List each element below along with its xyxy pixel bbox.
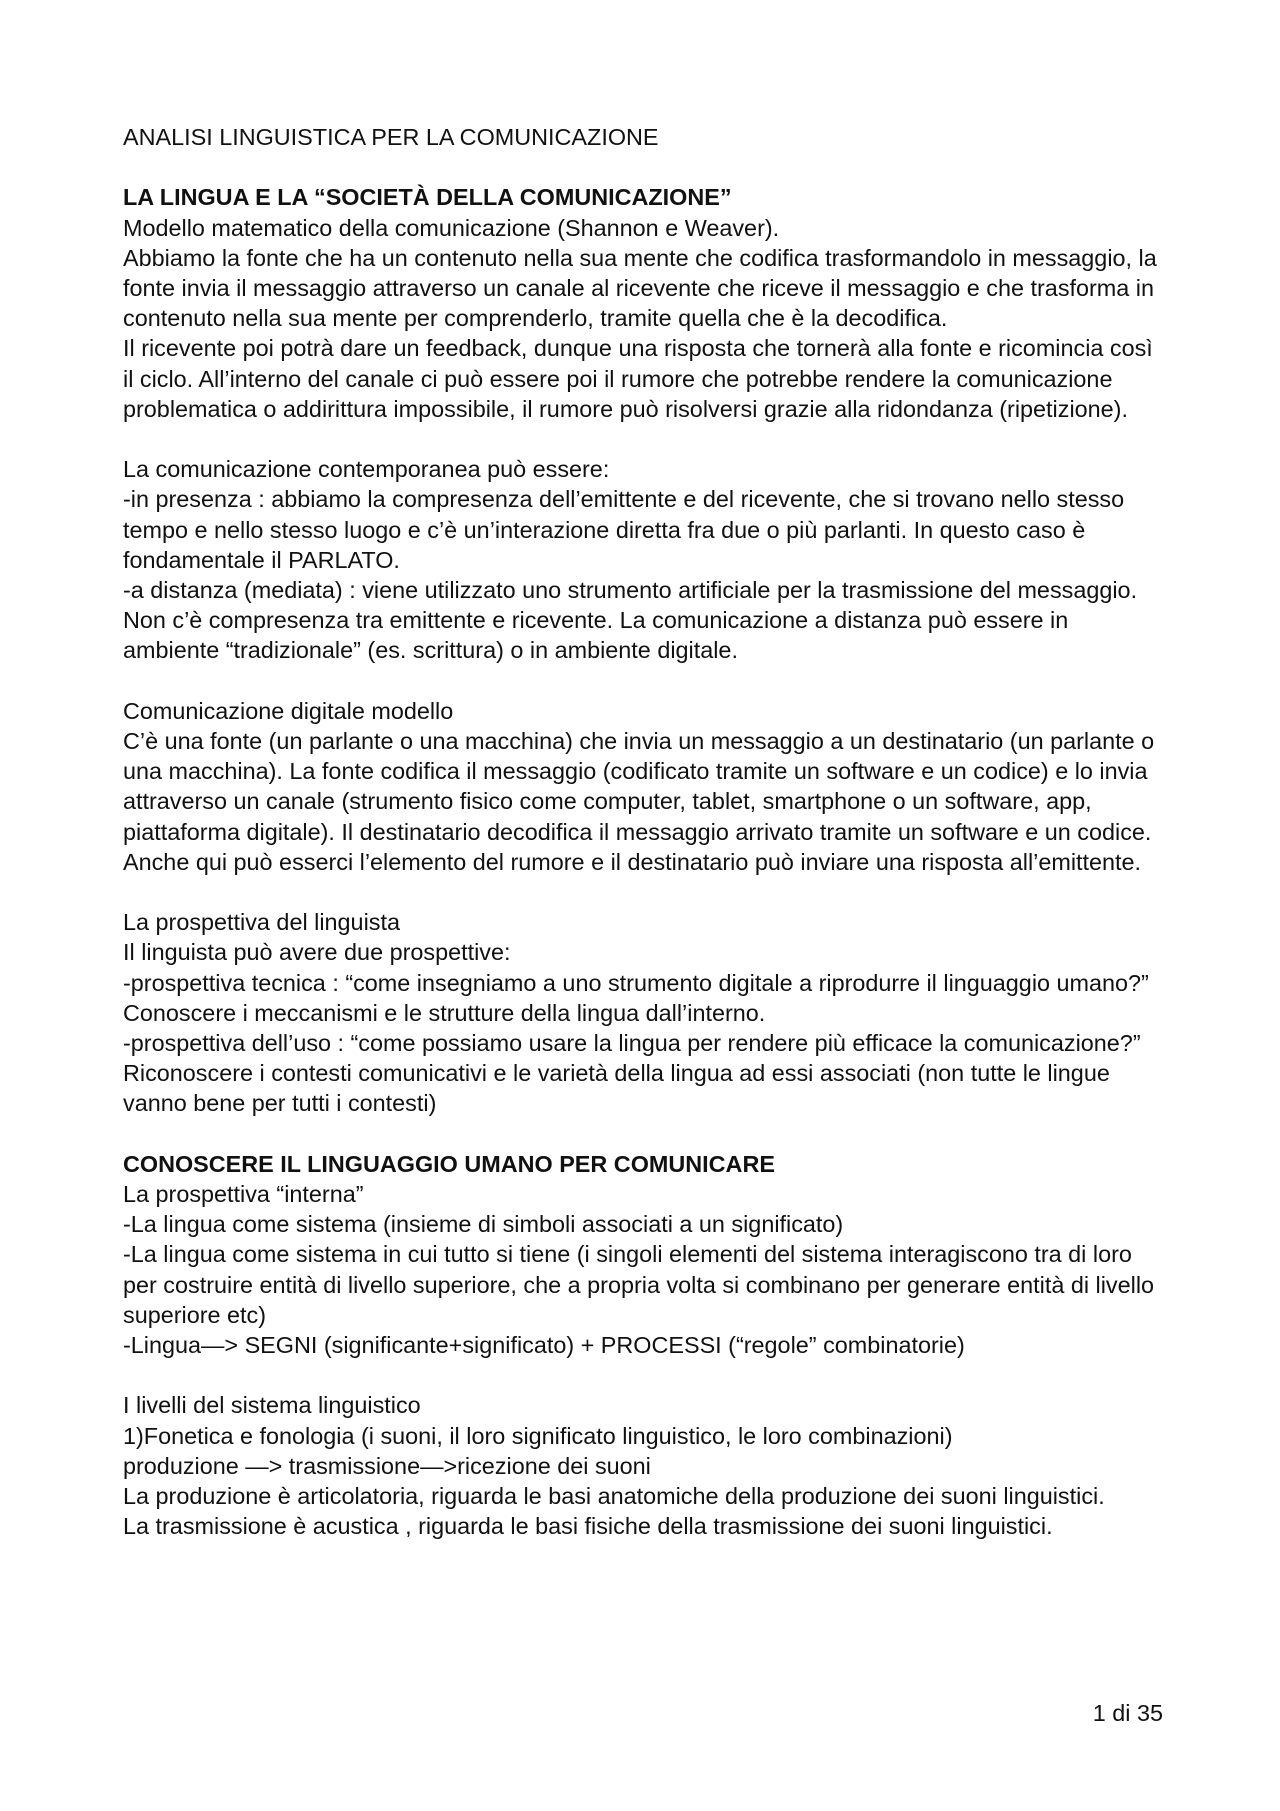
document-body <box>123 122 1163 1541</box>
paragraph: -prospettiva dell’uso : “come possiamo usare la lingua per rendere più efficace la comunicazione?” Riconoscere i contesti comunicativi e le varietà della lingua ad essi associati (non tutte le lingue vanno bene per tutti i contesti) <box>123 1030 1141 1117</box>
paragraph: C’è una fonte (un parlante o una macchina) che invia un messaggio a un destinatario (un parlante o una macchina). La fonte codifica il messaggio (codificato tramite un software e un codice) e lo invia attraverso un canale (strumento fisico come computer, tablet, smartphone o un software, app, piattaforma digitale). Il destinatario decodifica il messaggio arrivato tramite un software e un codice. Anche qui può esserci l’elemento del rumore e il destinatario può inviare una risposta all’emittente. <box>123 728 1155 875</box>
paragraph: -Lingua—> SEGNI (significante+significato) + PROCESSI (“regole” combinatorie) <box>123 1332 965 1359</box>
subheading-comunicazione-digitale: Comunicazione digitale modello <box>123 697 454 724</box>
paragraph: -La lingua come sistema (insieme di simboli associati a un significato) <box>123 1211 844 1238</box>
paragraph: 1)Fonetica e fonologia (i suoni, il loro significato linguistico, le loro combinazioni) <box>123 1422 953 1449</box>
subheading-livelli-sistema: I livelli del sistema linguistico <box>123 1392 421 1419</box>
paragraph: -a distanza (mediata) : viene utilizzato uno strumento artificiale per la trasmissione del messaggio. Non c’è compresenza tra emittente e ricevente. La comunicazione a distanza può essere in ambiente “tradizionale” (es. scrittura) o in ambiente digitale. <box>123 577 1138 664</box>
paragraph: -in presenza : abbiamo la compresenza dell’emittente e del ricevente, che si trovano nello stesso tempo e nello stesso luogo e c’è un’interazione diretta fra due o più parlanti. In questo caso è fondamentale il PARLATO. <box>123 486 1125 573</box>
document-title: ANALISI LINGUISTICA PER LA COMUNICAZIONE <box>123 124 659 150</box>
subheading-prospettiva-interna: La prospettiva “interna” <box>123 1181 364 1208</box>
paragraph: La trasmissione è acustica , riguarda le basi fisiche della trasmissione dei suoni linguistici. <box>123 1513 1053 1540</box>
subheading-prospettiva-linguista: La prospettiva del linguista <box>123 909 400 936</box>
paragraph: Abbiamo la fonte che ha un contenuto nella sua mente che codifica trasformandolo in messaggio, la fonte invia il messaggio attraverso un canale al ricevente che riceve il messaggio e che trasforma in contenuto nella sua mente per comprenderlo, tramite quella che è la decodifica. <box>123 244 1157 332</box>
section-heading-societa-comunicazione: LA LINGUA E LA “SOCIETÀ DELLA COMUNICAZIONE” <box>123 184 732 211</box>
paragraph: Modello matematico della comunicazione (Shannon e Weaver). <box>123 214 780 241</box>
paragraph: -La lingua come sistema in cui tutto si tiene (i singoli elementi del sistema interagiscono tra di loro per costruire entità di livello superiore, che a propria volta si combinano per generare entità di livello superiore etc) <box>123 1241 1155 1328</box>
paragraph: -prospettiva tecnica : “come insegniamo a uno strumento digitale a riprodurre il linguaggio umano?” Conoscere i meccanismi e le strutture della lingua dall’interno. <box>123 969 1149 1026</box>
paragraph: La comunicazione contemporanea può essere: <box>123 456 610 483</box>
paragraph: produzione —> trasmissione—>ricezione dei suoni <box>123 1452 651 1479</box>
paragraph: Il linguista può avere due prospettive: <box>123 939 511 966</box>
page-number: 1 di 35 <box>1092 1700 1163 1726</box>
paragraph: La produzione è articolatoria, riguarda le basi anatomiche della produzione dei suoni linguistici. <box>123 1483 1105 1510</box>
paragraph: Il ricevente poi potrà dare un feedback, dunque una risposta che tornerà alla fonte e ricomincia così il ciclo. All’interno del canale ci può essere poi il rumore che potrebbe rendere la comunicazione problematica o addirittura impossibile, il rumore può risolversi grazie alla ridondanza (ripetizione). <box>123 335 1153 422</box>
section-heading-linguaggio-umano: CONOSCERE IL LINGUAGGIO UMANO PER COMUNICARE <box>123 1150 775 1177</box>
